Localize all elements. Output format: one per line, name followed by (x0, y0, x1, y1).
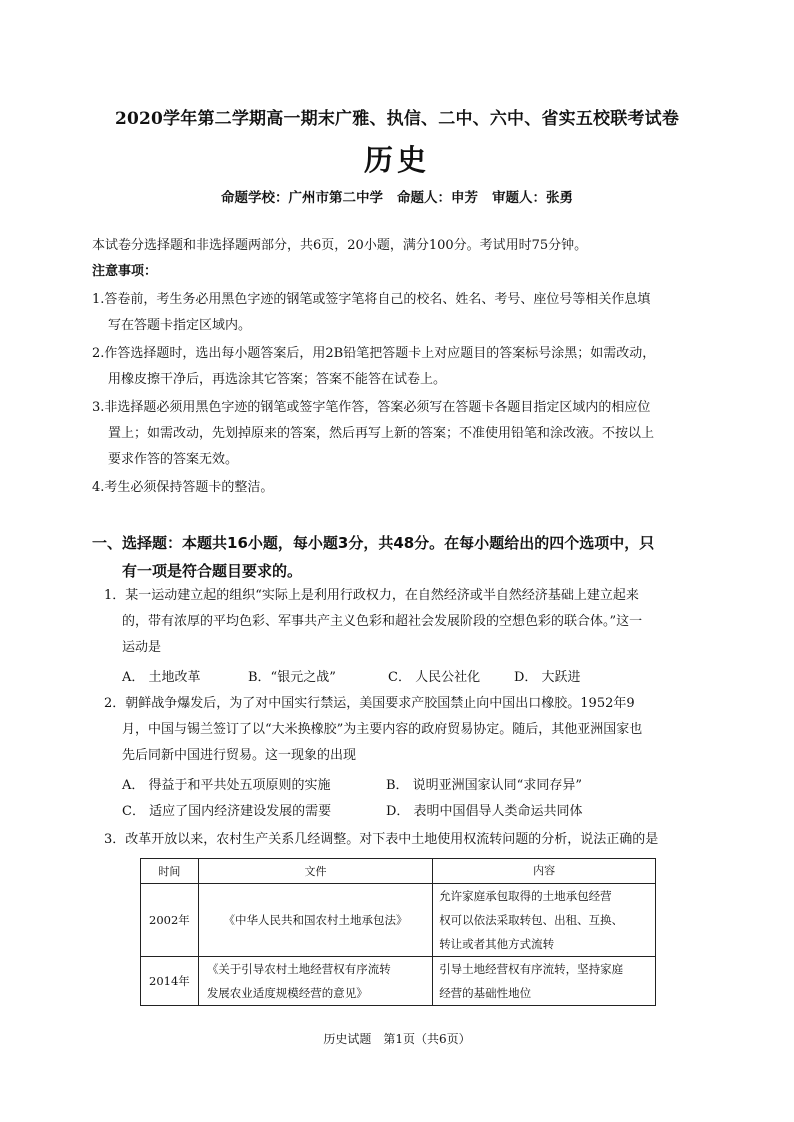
land-policy-table (140, 858, 656, 1006)
note-2-cont: 用橡皮擦干净后，再选涂其它答案；答案不能答在试卷上。 (108, 372, 447, 387)
table-content-line: 经营的基础性地位 (439, 986, 532, 1000)
q2-stem-1: 2．朝鲜战争爆发后，为了对中国实行禁运，美国要求产胶国禁止向中国出口橡胶。1952年9 (104, 696, 635, 711)
intro-text: 本试卷分选择题和非选择题两部分，共6页，20小题，满分100分。考试用时75分钟。 (92, 238, 588, 253)
q2-option-b: B． 说明亚洲国家认同“求同存异” (386, 778, 582, 793)
table-content-line: 允许家庭承包取得的土地承包经营 (439, 889, 612, 903)
q2-stem-3: 先后同新中国进行贸易。这一现象的出现 (122, 748, 357, 763)
section-1-heading-cont: 有一项是符合题目要求的。 (122, 562, 303, 580)
note-2: 2.作答选择题时，选出每小题答案后，用2B铅笔把答题卡上对应题目的答案标号涂黑；如需改动， (92, 346, 656, 361)
q1-stem-2: 的，带有浓厚的平均色彩、军事共产主义色彩和超社会发展阶段的空想色彩的联合体。”这一 (122, 614, 643, 629)
page-footer: 历史试题 第1页（共6页） (323, 1032, 471, 1046)
q2-option-d: D． 表明中国倡导人类命运共同体 (386, 804, 583, 819)
exam-credits (0, 186, 794, 206)
section-1-heading: 一、选择题：本题共16小题，每小题3分，共48分。在每小题给出的四个选项中，只 (92, 534, 655, 552)
table-content-line: 引导土地经营权有序流转，坚持家庭 (439, 962, 624, 976)
table-cell-year: 2014年 (141, 957, 199, 1006)
table-header-time: 时间 (141, 859, 199, 884)
table-row (141, 884, 656, 957)
q2-stem-2: 月，中国与锡兰签订了以“大米换橡胶”为主要内容的政府贸易协定。随后，其他亚洲国家也 (122, 722, 643, 737)
notes-heading: 注意事项： (92, 264, 158, 279)
table-document-line: 《关于引导农村土地经营权有序流转 (206, 962, 391, 976)
q1-option-d: D． 大跃进 (514, 670, 581, 685)
q1-stem-1: 1．某一运动建立起的组织“实际上是利用行政权力，在自然经济或半自然经济基础上建立起来 (104, 588, 639, 603)
note-4: 4.考生必须保持答题卡的整洁。 (92, 480, 274, 495)
table-cell-document: 《中华人民共和国农村土地承包法》 (198, 884, 432, 957)
table-header-content: 内容 (433, 859, 656, 884)
table-content-line: 权可以依法采取转包、出租、互换、 (439, 913, 624, 927)
q2-option-a: A． 得益于和平共处五项原则的实施 (122, 778, 331, 793)
note-1: 1.答卷前，考生务必用黑色字迹的钢笔或签字笔将自己的校名、姓名、考号、座位号等相关作息填 (92, 292, 651, 307)
note-3: 3.非选择题必须用黑色字迹的钢笔或签字笔作答，答案必须写在答题卡各题目指定区域内的相应位 (92, 400, 651, 415)
table-header-document: 文件 (198, 859, 432, 884)
table-content-line: 转让或者其他方式流转 (439, 937, 555, 951)
note-3-cont1: 置上；如需改动，先划掉原来的答案，然后再写上新的答案；不准使用铅笔和涂改液。不按以上 (108, 426, 655, 441)
q1-stem-3: 运动是 (122, 640, 162, 655)
table-cell-content (433, 884, 656, 957)
q1-option-b: B．“银元之战” (248, 670, 336, 685)
subject-title: 历史 (363, 143, 430, 177)
note-3-cont2: 要求作答的答案无效。 (108, 452, 239, 467)
q3-stem: 3．改革开放以来，农村生产关系几经调整。对下表中土地使用权流转问题的分析，说法正确的是 (104, 832, 659, 847)
q1-option-a: A． 土地改革 (122, 670, 201, 685)
table-document-line: 发展农业适度规模经营的意见》 (206, 986, 368, 1000)
q2-option-c: C． 适应了国内经济建设发展的需要 (122, 804, 332, 819)
reviewer-name: 审题人：张勇 (492, 190, 573, 206)
setter-name: 命题人：申芳 (397, 190, 478, 206)
exam-title: 2020学年第二学期高一期末广雅、执信、二中、六中、省实五校联考试卷 (114, 109, 680, 129)
table-cell-document (198, 957, 432, 1006)
setter-school: 命题学校：广州市第二中学 (221, 190, 383, 206)
table-row (141, 957, 656, 1006)
table-cell-content (433, 957, 656, 1006)
table-header-row (141, 859, 656, 884)
note-1-cont: 写在答题卡指定区域内。 (108, 318, 252, 333)
q1-option-c: C． 人民公社化 (388, 670, 481, 685)
table-cell-year: 2002年 (141, 884, 199, 957)
